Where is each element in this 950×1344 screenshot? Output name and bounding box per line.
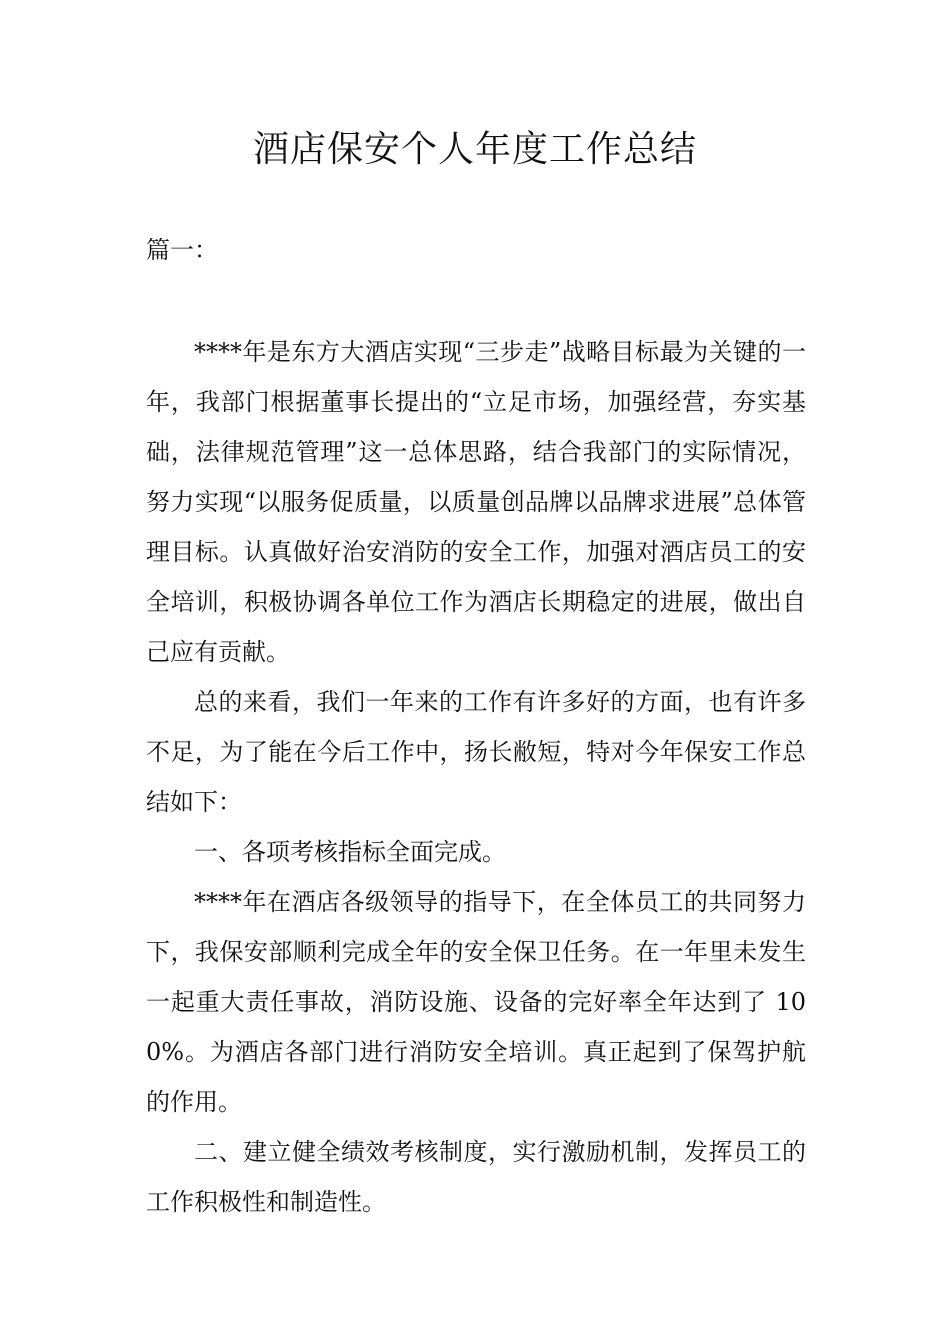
paragraph: 总的来看，我们一年来的工作有许多好的方面，也有许多不足，为了能在今后工作中，扬长敝短，特对今年保安工作总结如下： — [146, 688, 806, 816]
paragraph: 二、建立健全绩效考核制度，实行激励机制，发挥员工的工作积极性和制造性。 — [146, 1138, 806, 1216]
document-title: 酒店保安个人年度工作总结 — [252, 129, 697, 170]
section-label: 篇一： — [146, 236, 218, 264]
document-body — [146, 327, 806, 1227]
paragraph: ****年在酒店各级领导的指导下，在全体员工的共同努力下，我保安部顺利完成全年的安全保卫任务。在一年里未发生一起重大责任事故，消防设施、设备的完好率全年达到了 100%。为酒店各部门进行消防安全培训。真正起到了保驾护航的作用。 — [146, 888, 806, 1116]
paragraph: ****年是东方大酒店实现“三步走”战略目标最为关键的一年，我部门根据董事长提出的“立足市场，加强经营，夯实基础，法律规范管理”这一总体思路，结合我部门的实际情况，努力实现“以服务促质量，以质量创品牌以品牌求进展”总体管理目标。认真做好治安消防的安全工作，加强对酒店员工的安全培训，积极协调各单位工作为酒店长期稳定的进展，做出自己应有贡献。 — [146, 338, 806, 666]
paragraph: 一、各项考核指标全面完成。 — [194, 838, 506, 866]
